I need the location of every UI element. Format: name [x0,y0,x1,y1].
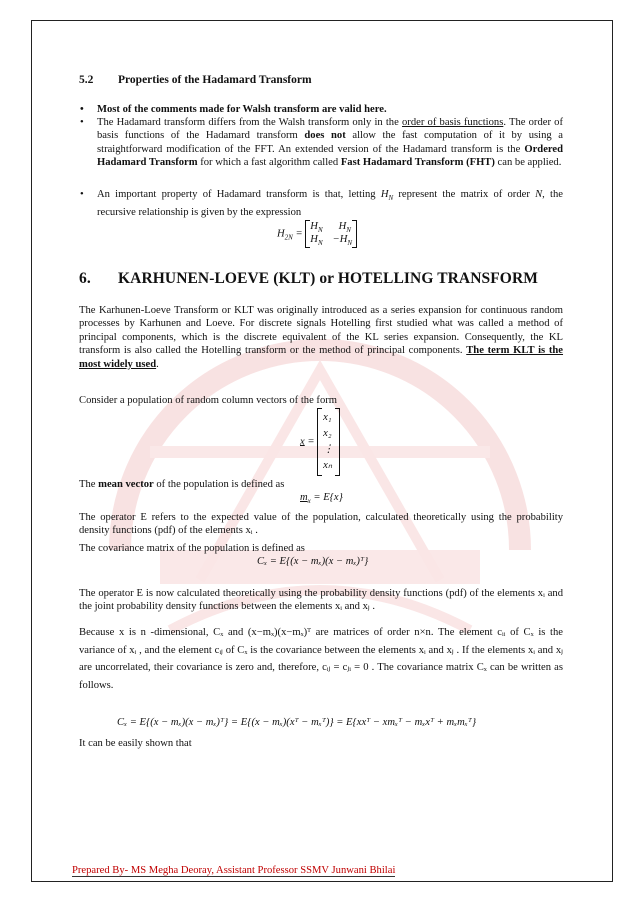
bullet-item [80,116,563,170]
bullet-text: represent the matrix of order [393,189,536,200]
bullet-text: . The order of basis functions of the Hadamard transform [97,117,563,142]
section-number: 6. [79,270,91,287]
math-symbol: H [380,189,389,200]
math-symbol: N [535,189,543,200]
bullet-text: An important property of Hadamard transform is that, letting [97,189,381,200]
paragraph: It can be easily shown that [79,738,192,749]
paragraph: The operator E refers to the expected value of the population, calculated theoretically using the probability density functions (pdf) of the elements xᵢ . [79,512,563,537]
vector-entry: ⋮ [323,444,334,455]
paragraph: Because x is n -dimensional, Cₓ and (x−mₓ)(x−mₓ)ᵀ are matrices of order n×n. The element cᵢᵢ of Cₓ is the variance of xᵢ , and the element cᵢⱼ of Cₓ is the covariance between the elements xᵢ and xⱼ . If the elements xᵢ and xⱼ are uncorrelated, their covariance is zero and, therefore, cᵢⱼ = cⱼᵢ = 0 . The covariance matrix Cₓ can be written as follows. [79,627,563,691]
column-vector-equation: x = x₁ x₂ ⋮ xₙ [300,408,340,476]
bullet-text: allow the fast computation of it by using a straightforward modification of the FFT. An extended version of the Hadamard transform is the [97,130,563,155]
section-title: Properties of the Hadamard Transform [118,74,312,86]
matrix-entry: −H [332,234,348,246]
matrix-entry: H [310,221,318,232]
math-symbol: H [277,228,285,240]
paragraph [79,478,563,491]
math-subscript: x [307,497,311,506]
math-subscript: 2N [284,233,293,242]
vector-entry: x₁ [323,412,332,423]
section-title: KARHUNEN-LOEVE (KLT) or HOTELLING TRANSFORM [118,270,538,287]
math-subscript: N [346,226,351,235]
hadamard-recursion-equation: $H_{2N}$ = $H_N$ $H_N$ $H_N$ $-H_N$ [277,220,357,248]
math-subscript: N [317,239,323,248]
math-subscript: N [317,226,323,235]
paragraph: The covariance matrix of the population is defined as [79,543,305,554]
hadamard-matrix [305,220,357,248]
bullet-text: The Hadamard transform differs from the Walsh transform only in the [97,117,402,128]
bold-term: Fast Hadamard Transform (FHT) [340,157,495,169]
matrix-entry: H [310,234,318,246]
bullet-icon: • [80,117,84,128]
math-symbol: m [300,492,308,503]
matrix-entry: H [338,221,347,232]
vector-entry: xₙ [323,460,333,471]
bold-term: does not [304,130,346,142]
paragraph-text: The [79,479,99,490]
bullet-item [80,103,563,116]
paragraph-text: of the population is defined as [153,479,285,490]
bullet-text: Most of the comments made for Walsh transform are valid here. [97,104,387,115]
bullet-item [80,188,563,219]
bullet-icon: • [80,104,84,115]
paragraph: The operator E is now calculated theoretically using the probability density functions (pdf) of the elements xᵢ and the joint probability density functions between the elements xᵢ and xⱼ . [79,588,563,613]
column-vector [317,408,340,476]
page-footer: Prepared By- MS Megha Deoray, Assistant Professor SSMV Junwani Bhilai [72,865,396,876]
bullet-text: for which a fast algorithm called [197,157,341,169]
bold-term: Ordered Hadamard Transform [97,143,563,169]
paragraph-text: The Karhunen-Loeve Transform or KLT was originally introduced as a series expansion for continuous random processes by Karhunen and Loeve. For discrete signals Hotelling first studied what was called a method of principal components, which is the discrete equivalent of the KL series expansion. Consequently, the KL transform is also called the Hotelling transform or the method of principal components. [79,305,563,357]
covariance-expansion-equation: Cₓ = E{(x − mₓ)(x − mₓ)ᵀ} = E{(x − mₓ)(xᵀ − mₓᵀ)} = E{xxᵀ − xmₓᵀ − mₓxᵀ + mₓmₓᵀ} [117,717,477,728]
covariance-equation: Cₓ = E{(x − mₓ)(x − mₓ)ᵀ} [257,556,369,567]
underlined-term: order of basis functions [402,117,504,128]
bold-term: mean vector [98,479,154,490]
math-expression: = E{x} [310,492,343,503]
paragraph: Consider a population of random column vectors of the form [79,395,338,406]
paragraph-text: . [156,358,159,370]
section-number: 5.2 [79,74,94,86]
bullet-text: can be applied. [494,157,562,169]
bullet-icon: • [80,189,84,200]
bold-underlined-term: The term KLT is the most widely used [79,345,564,370]
paragraph [79,304,563,371]
bullet-text: , the recursive relationship is given by the expression [97,189,563,218]
vector-entry: x₂ [323,428,332,439]
math-subscript: N [388,194,394,203]
mean-vector-equation [300,492,343,505]
math-subscript: N [347,239,353,248]
math-symbol: x [300,436,305,448]
